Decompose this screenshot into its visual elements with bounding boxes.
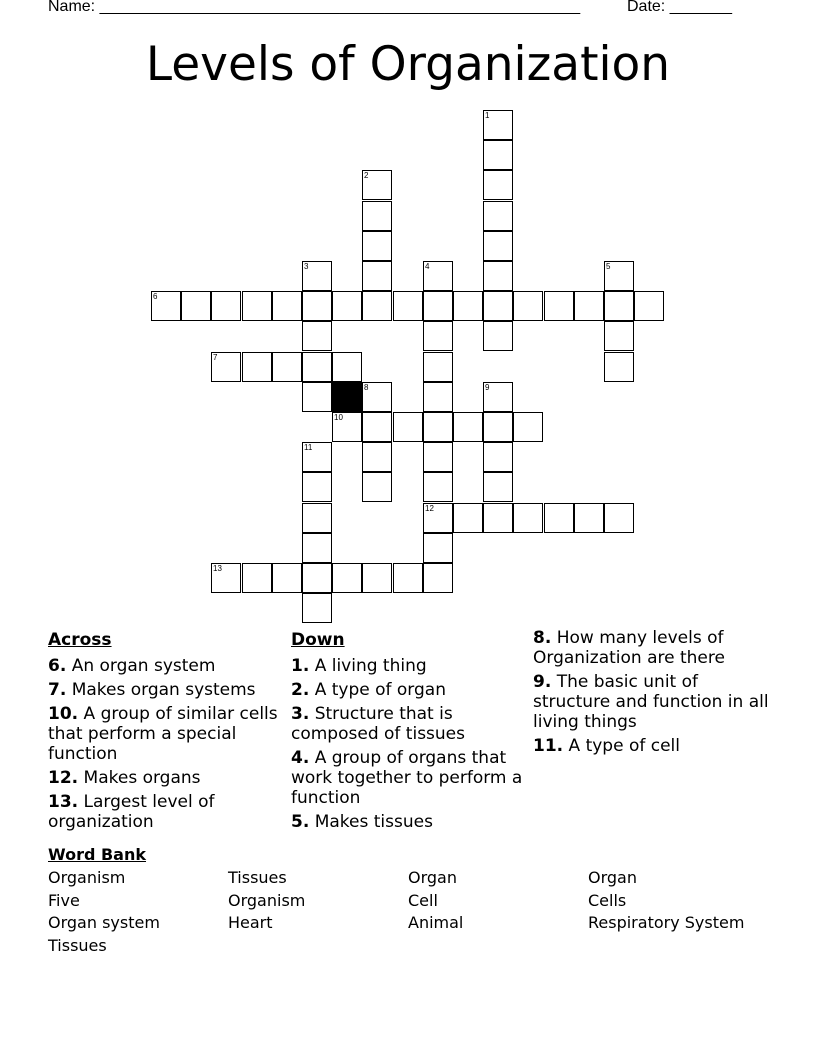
grid-cell[interactable] (453, 503, 483, 533)
grid-cell[interactable] (423, 503, 453, 533)
clue-across-7: 7. Makes organ systems (48, 680, 256, 700)
grid-cell[interactable] (604, 261, 634, 291)
grid-cell[interactable] (302, 291, 332, 321)
grid-cell[interactable] (302, 261, 332, 291)
page-title: Levels of Organization (145, 37, 671, 92)
grid-cell[interactable] (483, 110, 513, 140)
grid-cell[interactable] (423, 412, 453, 442)
grid-cell[interactable] (483, 503, 513, 533)
grid-cell[interactable] (332, 291, 362, 321)
grid-cell[interactable] (362, 442, 392, 472)
grid-cell[interactable] (362, 231, 392, 261)
clue-down-8: 8. How many levels of Organization are there (533, 628, 725, 668)
grid-cell[interactable] (574, 503, 604, 533)
word-bank-item: Tissues (228, 868, 287, 887)
word-bank-item: Animal (408, 913, 464, 932)
grid-cell[interactable] (604, 321, 634, 351)
grid-cell[interactable] (423, 563, 453, 593)
grid-cell[interactable] (423, 352, 453, 382)
date-field[interactable]: Date: _______ (627, 0, 732, 15)
grid-cell[interactable] (302, 321, 332, 351)
grid-cell[interactable] (513, 412, 543, 442)
grid-cell[interactable] (513, 291, 543, 321)
clue-number: 4 (425, 262, 430, 271)
grid-cell[interactable] (423, 321, 453, 351)
across-clues (48, 628, 283, 836)
grid-cell[interactable] (302, 442, 332, 472)
grid-cell[interactable] (483, 140, 513, 170)
clue-number: 13 (213, 564, 222, 573)
clue-number: 3 (304, 262, 309, 271)
grid-cell[interactable] (453, 291, 483, 321)
grid-cell[interactable] (483, 442, 513, 472)
word-bank-item: Organism (228, 890, 306, 910)
grid-cell[interactable] (483, 472, 513, 502)
grid-cell[interactable] (634, 291, 664, 321)
clue-down-2: 2. A type of organ (291, 680, 446, 700)
grid-cell[interactable] (211, 291, 241, 321)
grid-cell[interactable] (574, 291, 604, 321)
grid-cell[interactable] (302, 563, 332, 593)
down-heading: Down (291, 630, 345, 650)
grid-cell[interactable] (483, 382, 513, 412)
grid-cell[interactable] (513, 503, 543, 533)
grid-cell[interactable] (423, 291, 453, 321)
clue-down-5: 5. Makes tissues (291, 812, 433, 832)
grid-cell[interactable] (362, 563, 392, 593)
grid-cell[interactable] (483, 291, 513, 321)
clue-down-4: 4. A group of organs that work together to perform a function (291, 748, 523, 808)
grid-cell[interactable] (302, 533, 332, 563)
word-bank-item: Organism (48, 868, 126, 887)
grid-cell[interactable] (393, 412, 423, 442)
grid-cell[interactable] (211, 563, 241, 593)
grid-cell[interactable] (362, 201, 392, 231)
clue-number: 9 (485, 383, 490, 392)
clue-number: 7 (213, 353, 218, 362)
grid-cell[interactable] (393, 563, 423, 593)
name-field[interactable]: Name: ______________________________________________________ (48, 0, 581, 15)
grid-cell[interactable] (483, 412, 513, 442)
grid-cell[interactable] (211, 352, 241, 382)
grid-cell[interactable] (362, 261, 392, 291)
clue-across-10: 10. A group of similar cells that perform a special function (48, 704, 278, 764)
grid-cell[interactable] (302, 382, 332, 412)
grid-cell[interactable] (423, 472, 453, 502)
down-clues (291, 628, 523, 836)
grid-cell[interactable] (362, 412, 392, 442)
grid-cell[interactable] (272, 563, 302, 593)
word-bank-item: Five (48, 890, 80, 910)
word-bank-item: Cell (408, 890, 438, 910)
grid-cell[interactable] (302, 352, 332, 382)
grid-cell[interactable] (604, 352, 634, 382)
grid-cell[interactable] (242, 291, 272, 321)
grid-cell[interactable] (151, 291, 181, 321)
grid-cell[interactable] (423, 261, 453, 291)
clue-across-6: 6. An organ system (48, 656, 216, 676)
word-bank-heading: Word Bank (48, 845, 147, 864)
grid-cell[interactable] (483, 231, 513, 261)
grid-cell[interactable] (483, 170, 513, 200)
word-bank-item: Respiratory System (588, 913, 745, 932)
grid-cell[interactable] (302, 472, 332, 502)
down-clues-continued (533, 628, 773, 760)
word-bank (48, 867, 788, 957)
grid-cell[interactable] (272, 291, 302, 321)
black-square (332, 382, 362, 412)
grid-cell[interactable] (483, 261, 513, 291)
clue-down-9: 9. The basic unit of structure and function in all living things (533, 672, 769, 732)
grid-cell[interactable] (604, 503, 634, 533)
grid-cell[interactable] (483, 321, 513, 351)
grid-cell[interactable] (362, 472, 392, 502)
clue-number: 1 (485, 111, 490, 120)
clue-across-13: 13. Largest level of organization (48, 792, 215, 832)
clue-number: 6 (153, 292, 158, 301)
grid-cell[interactable] (242, 352, 272, 382)
clue-number: 12 (425, 504, 434, 513)
word-bank-item: Organ system (48, 913, 160, 932)
across-heading: Across (48, 630, 112, 650)
grid-cell[interactable] (242, 563, 272, 593)
clue-number: 5 (606, 262, 611, 271)
grid-cell[interactable] (423, 442, 453, 472)
grid-cell[interactable] (393, 291, 423, 321)
grid-cell[interactable] (483, 201, 513, 231)
clue-down-11: 11. A type of cell (533, 736, 680, 756)
word-bank-item: Tissues (48, 935, 107, 955)
word-bank-item: Organ (588, 868, 637, 887)
grid-cell[interactable] (604, 291, 634, 321)
grid-cell[interactable] (423, 533, 453, 563)
clue-across-12: 12. Makes organs (48, 768, 201, 788)
clue-down-3: 3. Structure that is composed of tissues (291, 704, 465, 744)
grid-cell[interactable] (332, 412, 362, 442)
clue-number: 10 (334, 413, 343, 422)
grid-cell[interactable] (302, 503, 332, 533)
grid-cell[interactable] (362, 291, 392, 321)
word-bank-item: Organ (408, 868, 457, 887)
clue-number: 11 (304, 443, 313, 452)
grid-cell[interactable] (362, 382, 392, 412)
grid-cell[interactable] (332, 352, 362, 382)
clue-number: 2 (364, 171, 369, 180)
grid-cell[interactable] (362, 170, 392, 200)
grid-cell[interactable] (423, 382, 453, 412)
grid-cell[interactable] (453, 412, 483, 442)
clue-down-1: 1. A living thing (291, 656, 427, 676)
grid-cell[interactable] (332, 563, 362, 593)
grid-cell[interactable] (272, 352, 302, 382)
grid-cell[interactable] (544, 291, 574, 321)
grid-cell[interactable] (302, 593, 332, 623)
grid-cell[interactable] (181, 291, 211, 321)
word-bank-item: Cells (588, 890, 627, 910)
grid-cell[interactable] (544, 503, 574, 533)
clue-number: 8 (364, 383, 369, 392)
word-bank-item: Heart (228, 913, 273, 932)
